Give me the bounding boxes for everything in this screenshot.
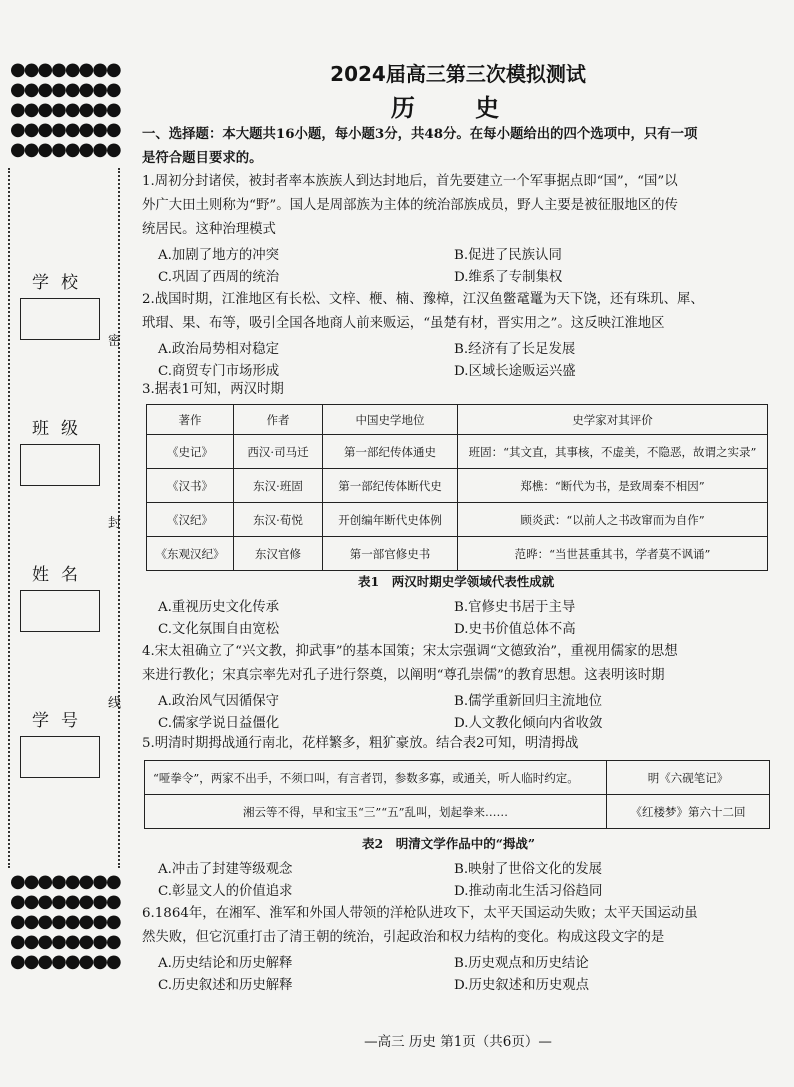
q3-option-d[interactable]: D.史书价值总体不高 [454, 622, 576, 637]
q2-stem-1: 2.战国时期，江淮地区有长松、文梓、楩、楠、豫樟，江汉鱼鳖鼋鼍为天下饶，还有珠玑、犀、 [142, 292, 704, 307]
table-1-header: 史学家对其评价 [458, 405, 768, 435]
table-cell: 第一部纪传体通史 [323, 435, 458, 469]
student-id-input-box[interactable] [20, 736, 100, 778]
student-id-field [20, 706, 102, 778]
table-row [145, 761, 770, 795]
q3-option-c[interactable]: C.文化氛围自由宽松 [158, 622, 280, 637]
q2-option-a[interactable]: A.政治局势相对稳定 [158, 342, 280, 357]
table-cell: 《汉书》 [147, 469, 234, 503]
table-1-caption: 表1 两汉时期史学领域代表性成就 [358, 574, 555, 589]
table-1-header: 中国史学地位 [323, 405, 458, 435]
q3-stem: 3.据表1可知，两汉时期 [142, 382, 284, 397]
q4-option-c[interactable]: C.儒家学说日益僵化 [158, 716, 280, 731]
section-intro: 一、选择题：本大题共16小题，每小题3分，共48分。在每小题给出的四个选项中，只有一项 [142, 126, 698, 142]
q6-stem-1: 6.1864年，在湘军、淮军和外国人带领的洋枪队进攻下，太平天国运动失败；太平天国运动虽 [142, 906, 698, 921]
seal-char-mi: 密 [108, 334, 122, 349]
school-input-box[interactable] [20, 298, 100, 340]
table-cell: 湘云等不得，早和宝玉“三”“五”乱叫，划起拳来…… [145, 795, 607, 829]
q4-stem-2: 来进行教化；宋真宗率先对孔子进行祭奠，以阐明“尊孔崇儒”的教育思想。这表明该时期 [142, 668, 665, 683]
table-row [147, 435, 768, 469]
table-cell: 《红楼梦》第六十二回 [607, 795, 770, 829]
table-2 [144, 760, 770, 829]
q4-stem-1: 4.宋太祖确立了“兴文教，抑武事”的基本国策；宋太宗强调“文德致治”，重视用儒家的思想 [142, 644, 678, 659]
q6-stem-2: 然失败，但它沉重打击了清王朝的统治，引起政治和权力结构的变化。构成这段文字的是 [142, 930, 665, 945]
class-input-box[interactable] [20, 444, 100, 486]
q5-option-a[interactable]: A.冲击了封建等级观念 [158, 862, 293, 877]
top-dot-border: ●●●●●●●● ●●●●●●●● ●●●●●●●● ●●●●●●●● ●●●●●●●● [10, 59, 120, 160]
subject-title: 历 史 [390, 94, 526, 122]
table-cell: 东汉官修 [234, 537, 323, 571]
section-intro-cont: 是符合题目要求的。 [142, 150, 263, 166]
q6-option-a[interactable]: A.历史结论和历史解释 [158, 956, 293, 971]
q1-stem-1: 1.周初分封诸侯，被封者率本族族人到达封地后，首先要建立一个军事据点即“国”，“国”以 [142, 174, 678, 189]
name-label: 姓名 [32, 565, 90, 585]
q1-option-a[interactable]: A.加剧了地方的冲突 [158, 248, 280, 263]
class-field [20, 414, 102, 486]
q1-option-c[interactable]: C.巩固了西周的统治 [158, 270, 280, 285]
q1-stem-3: 统居民。这种治理模式 [142, 222, 276, 237]
table-cell: 顾炎武：“以前人之书改窜而为自作” [458, 503, 768, 537]
table-1-header: 作者 [234, 405, 323, 435]
table-cell: 西汉·司马迁 [234, 435, 323, 469]
binding-dotted-line-left [8, 168, 10, 868]
table-cell: 开创编年断代史体例 [323, 503, 458, 537]
q5-option-c[interactable]: C.彰显文人的价值追求 [158, 884, 293, 899]
q6-option-c[interactable]: C.历史叙述和历史解释 [158, 978, 293, 993]
table-1-header: 著作 [147, 405, 234, 435]
q3-option-a[interactable]: A.重视历史文化传承 [158, 600, 280, 615]
q4-option-a[interactable]: A.政治风气因循保守 [158, 694, 280, 709]
name-field [20, 560, 102, 632]
table-cell: 东汉·班固 [234, 469, 323, 503]
student-id-label: 学号 [32, 711, 90, 731]
q5-option-d[interactable]: D.推动南北生活习俗趋同 [454, 884, 603, 899]
q2-stem-2: 玳瑁、果、布等，吸引全国各地商人前来贩运，“虽楚有材，晋实用之”。这反映江淮地区 [142, 316, 665, 331]
table-cell: 《史记》 [147, 435, 234, 469]
table-cell: “哑拳令”，两家不出手，不须口叫，有言者罚，参数多寡，或通关，听人临时约定。 [145, 761, 607, 795]
table-row [147, 537, 768, 571]
q2-option-c[interactable]: C.商贸专门市场形成 [158, 364, 280, 379]
table-2-caption: 表2 明清文学作品中的“拇战” [362, 836, 536, 851]
q2-option-b[interactable]: B.经济有了长足发展 [454, 342, 576, 357]
school-label: 学校 [32, 273, 90, 293]
table-cell: 第一部官修史书 [323, 537, 458, 571]
seal-char-feng: 封 [108, 516, 122, 531]
q1-stem-2: 外广大田土则称为“野”。国人是周部族为主体的统治部族成员，野人主要是被征服地区的传 [142, 198, 678, 213]
table-row [147, 503, 768, 537]
q1-option-d[interactable]: D.维系了专制集权 [454, 270, 563, 285]
school-field [20, 268, 102, 340]
binding-margin [0, 0, 140, 1087]
q3-option-b[interactable]: B.官修史书居于主导 [454, 600, 576, 615]
table-cell: 《汉纪》 [147, 503, 234, 537]
page-footer: —高三 历史 第1页（共6页）— [364, 1034, 552, 1050]
seal-char-xian: 线 [108, 696, 122, 711]
table-cell: 范晔：“当世甚重其书，学者莫不讽诵” [458, 537, 768, 571]
q5-stem: 5.明清时期拇战通行南北，花样繁多，粗犷豪放。结合表2可知，明清拇战 [142, 736, 579, 751]
q6-option-b[interactable]: B.历史观点和历史结论 [454, 956, 589, 971]
q1-option-b[interactable]: B.促进了民族认同 [454, 248, 562, 263]
bottom-dot-border: ●●●●●●●● ●●●●●●●● ●●●●●●●● ●●●●●●●● ●●●●●●●● [10, 871, 120, 972]
table-1-header-row [147, 405, 768, 435]
table-cell: 《东观汉纪》 [147, 537, 234, 571]
table-cell: 东汉·荀悦 [234, 503, 323, 537]
table-cell: 郑樵：“断代为书，是致周秦不相因” [458, 469, 768, 503]
q5-option-b[interactable]: B.映射了世俗文化的发展 [454, 862, 603, 877]
table-row [145, 795, 770, 829]
table-1 [146, 404, 768, 571]
q4-option-d[interactable]: D.人文教化倾向内省收敛 [454, 716, 603, 731]
table-cell: 明《六砚笔记》 [607, 761, 770, 795]
q4-option-b[interactable]: B.儒学重新回归主流地位 [454, 694, 603, 709]
table-row [147, 469, 768, 503]
q6-option-d[interactable]: D.历史叙述和历史观点 [454, 978, 590, 993]
exam-title: 2024届高三第三次模拟测试 [330, 62, 586, 86]
class-label: 班级 [32, 419, 90, 439]
table-cell: 班固：“其文直，其事核，不虚美，不隐恶，故谓之实录” [458, 435, 768, 469]
q2-option-d[interactable]: D.区域长途贩运兴盛 [454, 364, 576, 379]
table-cell: 第一部纪传体断代史 [323, 469, 458, 503]
name-input-box[interactable] [20, 590, 100, 632]
